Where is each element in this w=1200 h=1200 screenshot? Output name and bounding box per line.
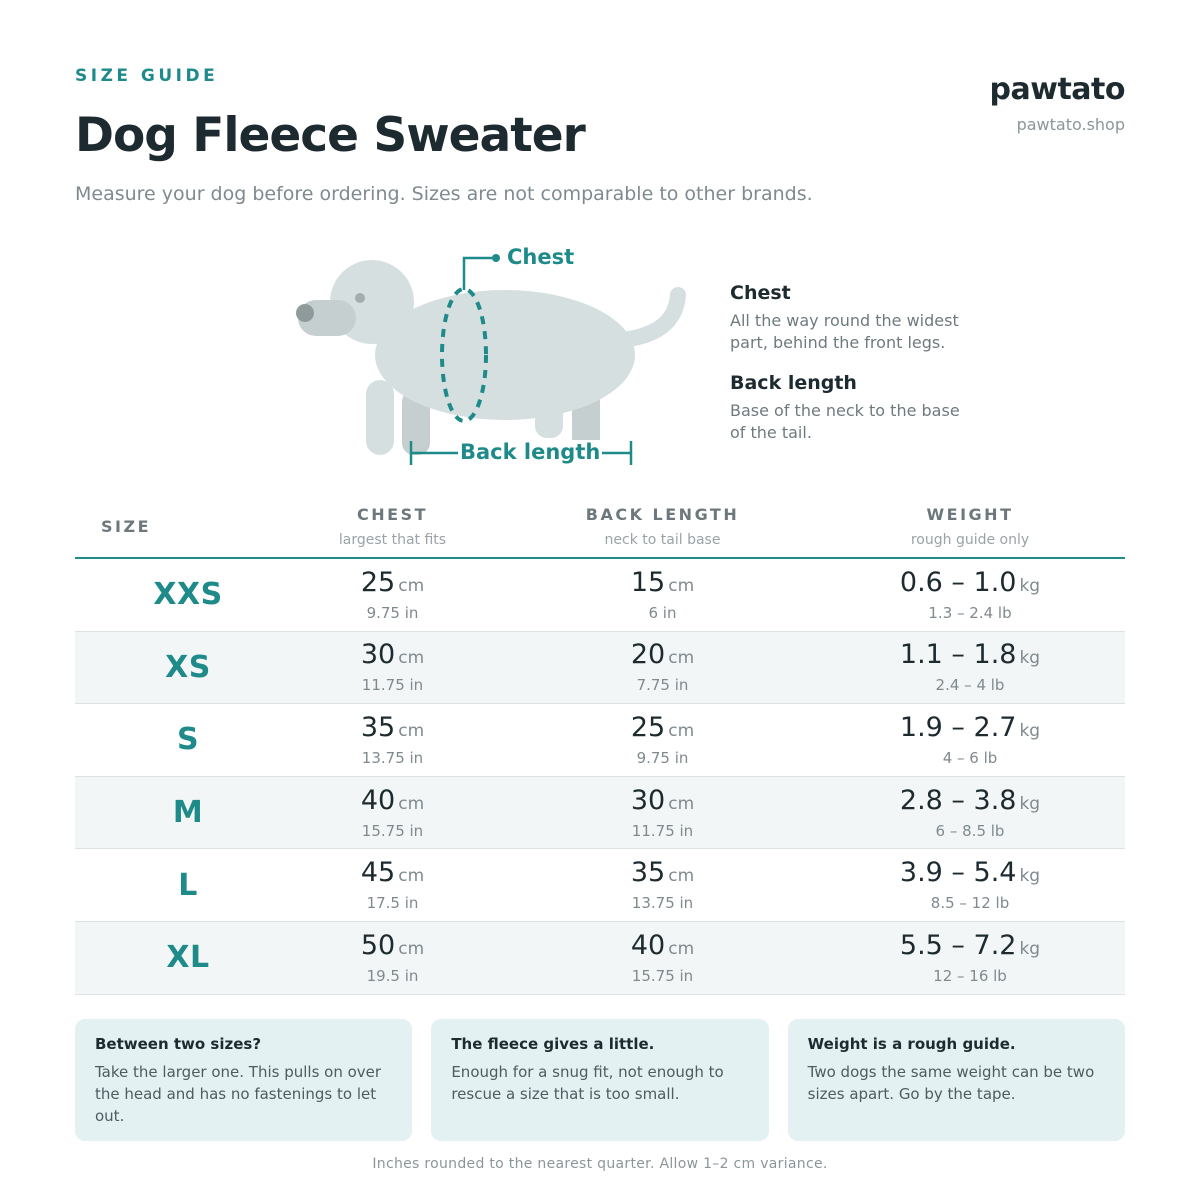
chest-cm-value: 45	[360, 857, 396, 889]
brand-block	[990, 72, 1125, 134]
table-row	[75, 632, 1125, 705]
brand-url: pawtato.shop	[1016, 115, 1125, 134]
note-card	[75, 1019, 412, 1141]
column-label: BACK LENGTH	[585, 504, 740, 524]
unit-label: cm	[668, 793, 695, 814]
page-title: Dog Fleece Sweater	[75, 108, 585, 163]
legend-term: Chest	[730, 282, 791, 304]
size-code: M	[172, 795, 204, 831]
weight-lb-value: 2.4 – 4 lb	[935, 676, 1005, 695]
column-label: WEIGHT	[926, 504, 1014, 524]
chest-in-value: 17.5 in	[366, 894, 419, 913]
table-header	[75, 495, 1125, 559]
chest-in-value: 11.75 in	[361, 676, 424, 695]
weight-lb-value: 12 – 16 lb	[933, 966, 1007, 985]
chest-cm-value: 35	[360, 711, 396, 743]
note-body: Two dogs the same weight can be two sizes apart. Go by the tape.	[807, 1063, 1095, 1103]
header-weight	[815, 495, 1125, 557]
note-title: The fleece gives a little.	[451, 1035, 655, 1053]
column-sublabel: rough guide only	[910, 531, 1030, 548]
column-label: SIZE	[101, 516, 152, 536]
chest-in-value: 15.75 in	[361, 821, 424, 840]
back-length-marker-label: Back length	[460, 440, 601, 464]
back-cm-value: 30	[630, 784, 666, 816]
back-in-value: 6 in	[648, 603, 677, 622]
size-code: XS	[165, 649, 211, 685]
size-code: L	[178, 867, 198, 903]
unit-label: kg	[1019, 938, 1041, 959]
chest-cm-value: 40	[360, 784, 396, 816]
size-code: S	[176, 722, 200, 758]
unit-label: cm	[398, 648, 425, 669]
weight-lb-value: 8.5 – 12 lb	[930, 894, 1010, 913]
back-in-value: 11.75 in	[631, 821, 694, 840]
table-row	[75, 849, 1125, 922]
header-back-length	[510, 495, 815, 557]
size-table	[75, 495, 1125, 995]
note-title: Between two sizes?	[95, 1035, 262, 1053]
footer-note: Inches rounded to the nearest quarter. Allow 1–2 cm variance.	[372, 1156, 828, 1172]
unit-label: cm	[398, 793, 425, 814]
back-cm-value: 25	[630, 711, 666, 743]
page-subtitle: Measure your dog before ordering. Sizes are not comparable to other brands.	[75, 183, 813, 205]
weight-kg-value: 1.9 – 2.7	[899, 711, 1017, 743]
legend-definition: All the way round the widest part, behind the front legs.	[730, 311, 959, 352]
header-size	[75, 495, 275, 557]
weight-kg-value: 3.9 – 5.4	[899, 857, 1017, 889]
unit-label: cm	[668, 866, 695, 887]
back-in-value: 13.75 in	[631, 894, 694, 913]
unit-label: kg	[1019, 648, 1041, 669]
size-code: XL	[166, 940, 210, 976]
unit-label: cm	[398, 866, 425, 887]
unit-label: kg	[1019, 866, 1041, 887]
note-card	[431, 1019, 768, 1141]
back-cm-value: 20	[630, 639, 666, 671]
chest-in-value: 13.75 in	[361, 748, 424, 767]
table-row	[75, 559, 1125, 632]
weight-kg-value: 1.1 – 1.8	[899, 639, 1017, 671]
weight-lb-value: 1.3 – 2.4 lb	[928, 603, 1012, 622]
chest-marker-label: Chest	[507, 245, 575, 269]
eyebrow-label: SIZE GUIDE	[75, 66, 219, 86]
chest-cm-value: 30	[360, 639, 396, 671]
note-body: Take the larger one. This pulls on over the head and has no fastenings to let out.	[95, 1063, 382, 1125]
weight-kg-value: 2.8 – 3.8	[899, 784, 1017, 816]
unit-label: cm	[398, 720, 425, 741]
unit-label: kg	[1019, 575, 1041, 596]
unit-label: cm	[398, 575, 425, 596]
back-in-value: 9.75 in	[636, 748, 689, 767]
chest-in-value: 9.75 in	[366, 603, 419, 622]
notes-section	[75, 1019, 1125, 1141]
column-sublabel: largest that fits	[338, 531, 447, 548]
header-chest	[275, 495, 510, 557]
chest-cm-value: 50	[360, 929, 396, 961]
legend-term: Back length	[730, 372, 857, 394]
weight-lb-value: 4 – 6 lb	[942, 748, 998, 767]
weight-kg-value: 0.6 – 1.0	[899, 566, 1017, 598]
back-in-value: 15.75 in	[631, 966, 694, 985]
back-cm-value: 35	[630, 857, 666, 889]
size-code: XXS	[153, 577, 223, 613]
table-row	[75, 777, 1125, 850]
note-card	[788, 1019, 1125, 1141]
column-label: CHEST	[357, 504, 428, 524]
note-title: Weight is a rough guide.	[807, 1035, 1016, 1053]
back-cm-value: 40	[630, 929, 666, 961]
brand-logo: pawtato	[989, 72, 1125, 107]
note-body: Enough for a snug fit, not enough to rescue a size that is too small.	[451, 1063, 724, 1103]
back-in-value: 7.75 in	[636, 676, 689, 695]
weight-kg-value: 5.5 – 7.2	[899, 929, 1017, 961]
unit-label: cm	[668, 720, 695, 741]
unit-label: cm	[668, 648, 695, 669]
unit-label: cm	[668, 575, 695, 596]
dog-measurement-illustration	[280, 240, 700, 480]
weight-lb-value: 6 – 8.5 lb	[935, 821, 1005, 840]
unit-label: cm	[668, 938, 695, 959]
column-sublabel: neck to tail base	[604, 531, 721, 548]
table-row	[75, 704, 1125, 777]
chest-cm-value: 25	[360, 566, 396, 598]
legend-item-back-length	[730, 372, 970, 444]
legend-item-chest	[730, 282, 970, 354]
unit-label: cm	[398, 938, 425, 959]
chest-in-value: 19.5 in	[366, 966, 419, 985]
unit-label: kg	[1019, 720, 1041, 741]
legend-definition: Base of the neck to the base of the tail.	[730, 401, 960, 442]
unit-label: kg	[1019, 793, 1041, 814]
measurement-legend	[730, 282, 970, 462]
table-row	[75, 922, 1125, 995]
back-cm-value: 15	[630, 566, 666, 598]
